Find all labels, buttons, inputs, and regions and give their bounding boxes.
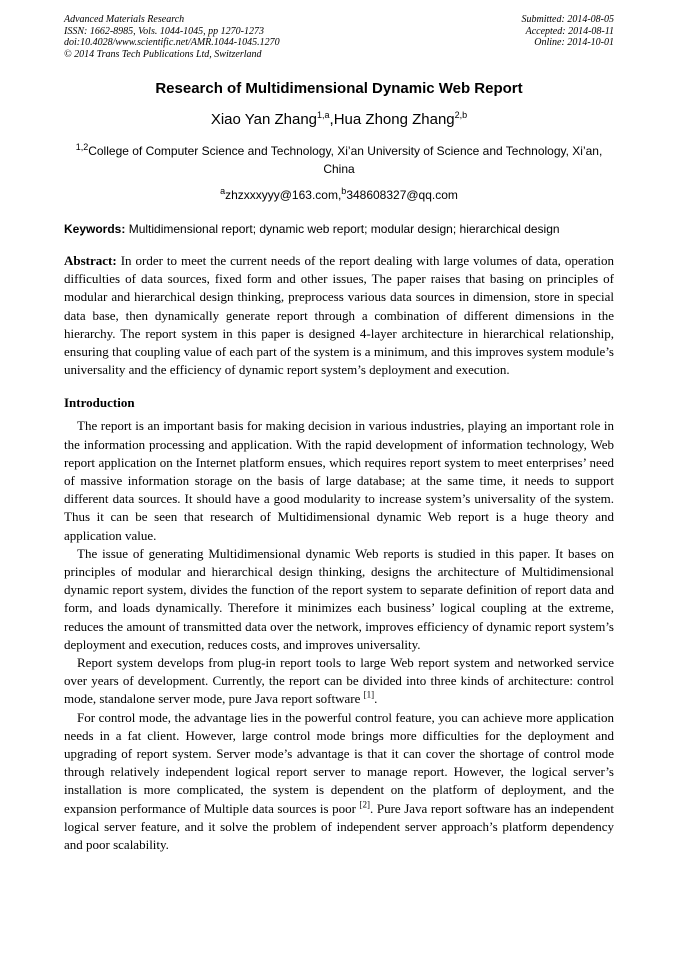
author-separator: , (329, 111, 334, 128)
intro-paragraph-4-text: For control mode, the advantage lies in the powerful control feature, you can achieve more application needs in a fat client. However, large control mode brings more difficulties for the deployment and upgrading of report system. Server mode’s advantage is that it can cover the shortage of control mode through relatively independent logical report server to manage report. However, the logical server’s installation is more complicated, the system is dependent on the platform of deployment, and the expansion performance of Multiple data sources is poor (64, 709, 614, 816)
author-1-name: Xiao Yan Zhang (210, 111, 318, 128)
intro-paragraph-2: The issue of generating Multidimensional dynamic Web reports is studied in this paper. It bases on principles of modular and hierarchical design thinking, designs the architecture of Multidimensional dynamic report system, divides the function of the report system to separate definition of report data and form, and loads dynamically. Therefore it minimizes each business’ logical coupling at the extreme, reduces the amount of transmitted data over the network, improves efficiency of dynamic report system’s deployment and execution, reduces costs, and improves universality. (64, 545, 614, 652)
doi-line: doi:10.4028/www.scientific.net/AMR.1044-1045.1270 (64, 37, 280, 48)
issn-line: ISSN: 1662-8985, Vols. 1044-1045, pp 1270-1273 (64, 25, 264, 37)
citation-2[interactable]: [2] (359, 799, 371, 810)
keywords-text: Multidimensional report; dynamic web report; modular design; hierarchical design (125, 222, 560, 236)
abstract (64, 252, 614, 379)
keywords (64, 222, 614, 236)
abstract-text: In order to meet the current needs of the report dealing with large volumes of data, operation difficulties of data sources, fixed form and other issues, The paper raises that basing on principles of modular and hierarchical design thinking, preprocess various data sources in dimension, store in special data base, then dynamically generate report through a combination of different dimensions in the hierarchy. The report system in this paper is designed 4-layer architecture in hierarchical relationship, ensuring that coupling value of each part of the system is a minimum, and this improves system module’s universality and the efficiency of dynamic report system’s deployment and execution. (64, 253, 614, 378)
publication-dates (522, 14, 615, 60)
affiliation-sup: 1,2 (75, 142, 89, 152)
affiliation (64, 142, 614, 178)
intro-paragraph-3-end: . (374, 691, 378, 707)
introduction-heading: Introduction (64, 395, 135, 411)
online-date: Online: 2014-10-01 (534, 37, 614, 48)
journal-header (64, 14, 614, 60)
abstract-label: Abstract: (64, 253, 117, 268)
affiliation-text: College of Computer Science and Technology, Xi’an University of Science and Technology, Xi’an, China (88, 144, 603, 176)
submitted-date: Submitted: 2014-08-05 (521, 14, 614, 25)
accepted-date: Accepted: 2014-08-11 (525, 25, 614, 37)
journal-name: Advanced Materials Research (64, 14, 185, 25)
keywords-label: Keywords: (64, 222, 126, 236)
email-a[interactable]: zhzxxxyyy@163.com, (225, 188, 342, 202)
journal-info (64, 14, 280, 60)
copyright-line: © 2014 Trans Tech Publications Ltd, Switzerland (64, 48, 262, 60)
citation-1[interactable]: [1] (363, 690, 375, 701)
author-list (64, 111, 614, 128)
intro-paragraph-4-end: . Pure Java report software has an independent logical server feature, and it solve the problem of independent server approach’s platform dependency and poor scalability. (64, 800, 615, 853)
intro-paragraph-1: The report is an important basis for making decision in various industries, playing an important role in the information processing and application. With the rapid development of information technology, Web report application on the Internet platform ensues, which requires report system to meet enterprises’ need of massive information storage on the basis of large database; at the same time, it needs to support different data sources. It should have a good modularity to increase system’s universality of the system. Thus it can be seen that research of Multidimensional dynamic Web report is a huge theory and application value. (64, 418, 614, 543)
author-emails (64, 188, 614, 202)
author-1-sup: 1,a (317, 110, 330, 120)
intro-paragraph-4 (64, 709, 614, 855)
email-b-sup: b (341, 186, 347, 196)
author-2-name: Hua Zhong Zhang (333, 111, 455, 128)
intro-paragraph-3-text: Report system develops from plug-in report tools to large Web report system and networked service over years of development. Currently, the report can be divided into three kinds of architecture: control mode, standalone server mode, pure Java report software (64, 655, 614, 707)
email-a-sup: a (220, 186, 226, 196)
email-b[interactable]: 348608327@qq.com (346, 188, 458, 202)
author-2-sup: 2,b (454, 110, 468, 120)
paper-page (64, 14, 614, 854)
intro-paragraph-3 (64, 654, 614, 709)
paper-title: Research of Multidimensional Dynamic Web Report (155, 80, 523, 97)
